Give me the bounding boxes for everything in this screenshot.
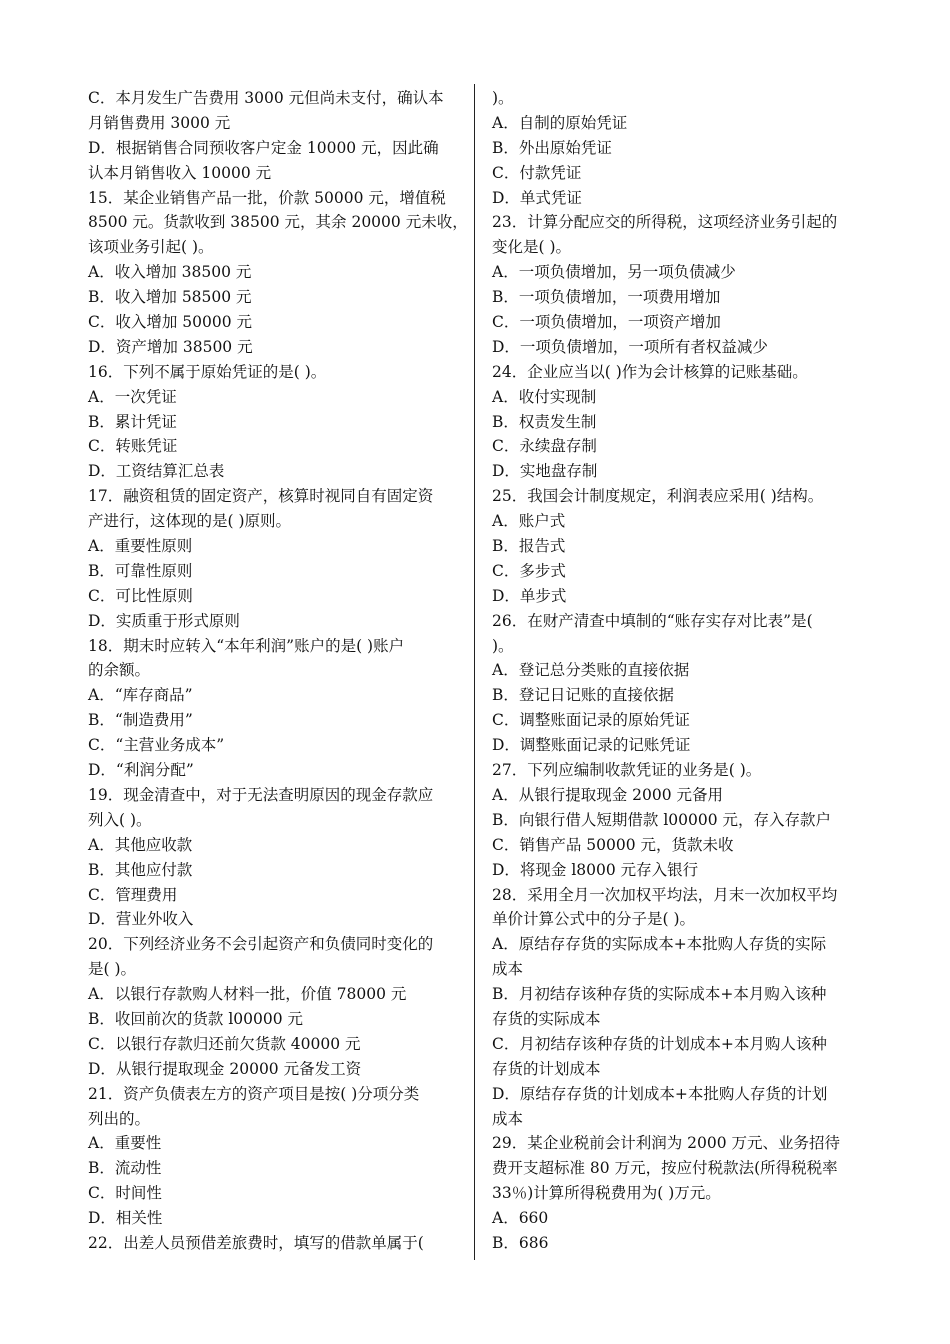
text-line: C．转账凭证: [88, 437, 178, 456]
text-line: 的余额。: [88, 661, 151, 680]
text-line: C．管理费用: [88, 885, 178, 904]
text-line: B．向银行借人短期借款 l00000 元，存入存款户: [492, 810, 832, 829]
text-line: 8500 元。货款收到 38500 元，其余 20000 元未收，: [88, 213, 468, 232]
text-line: A．660: [492, 1209, 549, 1228]
text-line: A．自制的原始凭证: [492, 113, 628, 132]
text-line: 22．出差人员预借差旅费时，填写的借款单属于(: [88, 1233, 424, 1252]
text-line: 该项业务引起( )。: [88, 238, 214, 257]
text-line: A．重要性原则: [88, 537, 193, 556]
text-line: 成本: [492, 960, 524, 979]
text-line: 是( )。: [88, 960, 137, 979]
text-line: 认本月销售收入 10000 元: [88, 163, 272, 182]
text-line: B．“制造费用”: [88, 711, 193, 730]
text-line: A．一项负债增加，另一项负债减少: [492, 263, 736, 282]
text-line: 存货的实际成本: [492, 1009, 601, 1028]
text-line: C．时间性: [88, 1184, 162, 1203]
text-line: A．账户式: [492, 512, 566, 531]
column-divider: [474, 84, 475, 1260]
text-line: 费开支超标准 80 万元，按应付税款法(所得税税率: [492, 1159, 838, 1178]
text-line: C．收入增加 50000 元: [88, 313, 253, 332]
text-line: D．相关性: [88, 1209, 163, 1228]
text-line: A．从银行提取现金 2000 元备用: [492, 785, 723, 804]
text-line: C．本月发生广告费用 3000 元但尚未支付，确认本: [88, 89, 444, 107]
text-line: D．调整账面记录的记账凭证: [492, 736, 691, 755]
text-line: D．单式凭证: [492, 188, 582, 207]
text-line: 18．期末时应转入“本年利润”账户的是( )账户: [88, 636, 405, 655]
text-line: C．付款凭证: [492, 163, 582, 182]
text-line: C．月初结存该种存货的计划成本+本月购人该种: [492, 1034, 827, 1053]
text-line: 23．计算分配应交的所得税，这项经济业务引起的: [492, 213, 838, 232]
text-line: 17．融资租赁的固定资产，核算时视同自有固定资: [88, 487, 434, 506]
text-line: D．资产增加 38500 元: [88, 337, 253, 356]
text-line: 存货的计划成本: [492, 1059, 601, 1078]
right-column: [492, 86, 868, 1256]
text-line: C．销售产品 50000 元，货款未收: [492, 835, 734, 854]
text-line: B．流动性: [88, 1159, 162, 1178]
text-line: 列出的。: [88, 1109, 151, 1128]
text-line: A．“库存商品”: [88, 686, 193, 705]
text-line: 列入( )。: [88, 810, 152, 829]
text-line: D．实地盘存制: [492, 462, 598, 481]
text-line: B．可靠性原则: [88, 561, 193, 580]
text-line: D．“利润分配”: [88, 761, 194, 780]
text-line: 21．资产负债表左方的资产项目是按( )分项分类: [88, 1084, 420, 1103]
text-line: 24．企业应当以( )作为会计核算的记账基础。: [492, 362, 808, 381]
text-line: 28．采用全月一次加权平均法，月末一次加权平均: [492, 885, 838, 904]
text-line: 成本: [492, 1109, 524, 1128]
text-line: A．一次凭证: [88, 387, 177, 406]
left-column: [88, 86, 468, 1256]
text-line: 月销售费用 3000 元: [88, 113, 231, 132]
text-line: D．实质重于形式原则: [88, 611, 240, 630]
text-line: 15．某企业销售产品一批，价款 50000 元，增值税: [88, 188, 446, 207]
text-line: B．权责发生制: [492, 412, 597, 431]
text-line: 产进行，这体现的是( )原则。: [88, 512, 292, 531]
text-line: B．收入增加 58500 元: [88, 288, 252, 307]
text-line: A．其他应收款: [88, 835, 193, 854]
text-line: 27．下列应编制收款凭证的业务是( )。: [492, 761, 762, 780]
text-line: B．其他应付款: [88, 860, 193, 879]
text-line: D．工资结算汇总表: [88, 462, 225, 481]
text-line: C．调整账面记录的原始凭证: [492, 711, 690, 730]
text-line: A．登记总分类账的直接依据: [492, 661, 690, 680]
text-line: B．月初结存该种存货的实际成本+本月购入该种: [492, 985, 827, 1004]
text-line: D．一项负债增加，一项所有者权益减少: [492, 337, 768, 356]
text-line: 25．我国会计制度规定，利润表应采用( )结构。: [492, 487, 824, 506]
text-line: D．原结存存货的计划成本+本批购人存货的计划: [492, 1084, 828, 1103]
text-line: )。: [492, 636, 514, 655]
text-line: D．将现金 l8000 元存入银行: [492, 860, 699, 879]
text-line: 变化是( )。: [492, 238, 572, 257]
text-line: B．收回前次的货款 l00000 元: [88, 1009, 304, 1028]
text-line: A．以银行存款购人材料一批，价值 78000 元: [88, 985, 407, 1004]
text-line: C．永续盘存制: [492, 437, 597, 456]
text-line: B．686: [492, 1233, 549, 1252]
text-line: D．单步式: [492, 586, 567, 605]
text-line: C．可比性原则: [88, 586, 193, 605]
text-line: 26．在财产清查中填制的“账存实存对比表”是(: [492, 611, 813, 630]
text-line: B．外出原始凭证: [492, 138, 612, 157]
text-line: B．一项负债增加，一项费用增加: [492, 288, 721, 307]
text-line: 单价计算公式中的分子是( )。: [492, 910, 696, 929]
text-line: 20．下列经济业务不会引起资产和负债同时变化的: [88, 935, 434, 954]
text-line: )。: [492, 89, 514, 107]
text-line: C．以银行存款归还前欠货款 40000 元: [88, 1034, 361, 1053]
text-line: A．收付实现制: [492, 387, 597, 406]
text-line: A．收入增加 38500 元: [88, 263, 252, 282]
text-line: D．营业外收入: [88, 910, 194, 929]
text-line: D．根据销售合同预收客户定金 10000 元，因此确: [88, 138, 439, 157]
text-line: A．重要性: [88, 1134, 162, 1153]
text-line: C．多步式: [492, 561, 566, 580]
text-line: B．累计凭证: [88, 412, 177, 431]
text-line: C．一项负债增加，一项资产增加: [492, 313, 721, 332]
text-line: B．报告式: [492, 537, 566, 556]
text-line: D．从银行提取现金 20000 元备发工资: [88, 1059, 362, 1078]
text-line: A．原结存存货的实际成本+本批购人存货的实际: [492, 935, 827, 954]
text-line: B．登记日记账的直接依据: [492, 686, 674, 705]
text-line: 29．某企业税前会计利润为 2000 万元、业务招待: [492, 1134, 841, 1153]
text-line: 19．现金清查中，对于无法查明原因的现金存款应: [88, 785, 434, 804]
text-line: 16．下列不属于原始凭证的是( )。: [88, 362, 327, 381]
text-line: C．“主营业务成本”: [88, 736, 225, 755]
text-line: 33％)计算所得税费用为( )万元。: [492, 1184, 721, 1203]
